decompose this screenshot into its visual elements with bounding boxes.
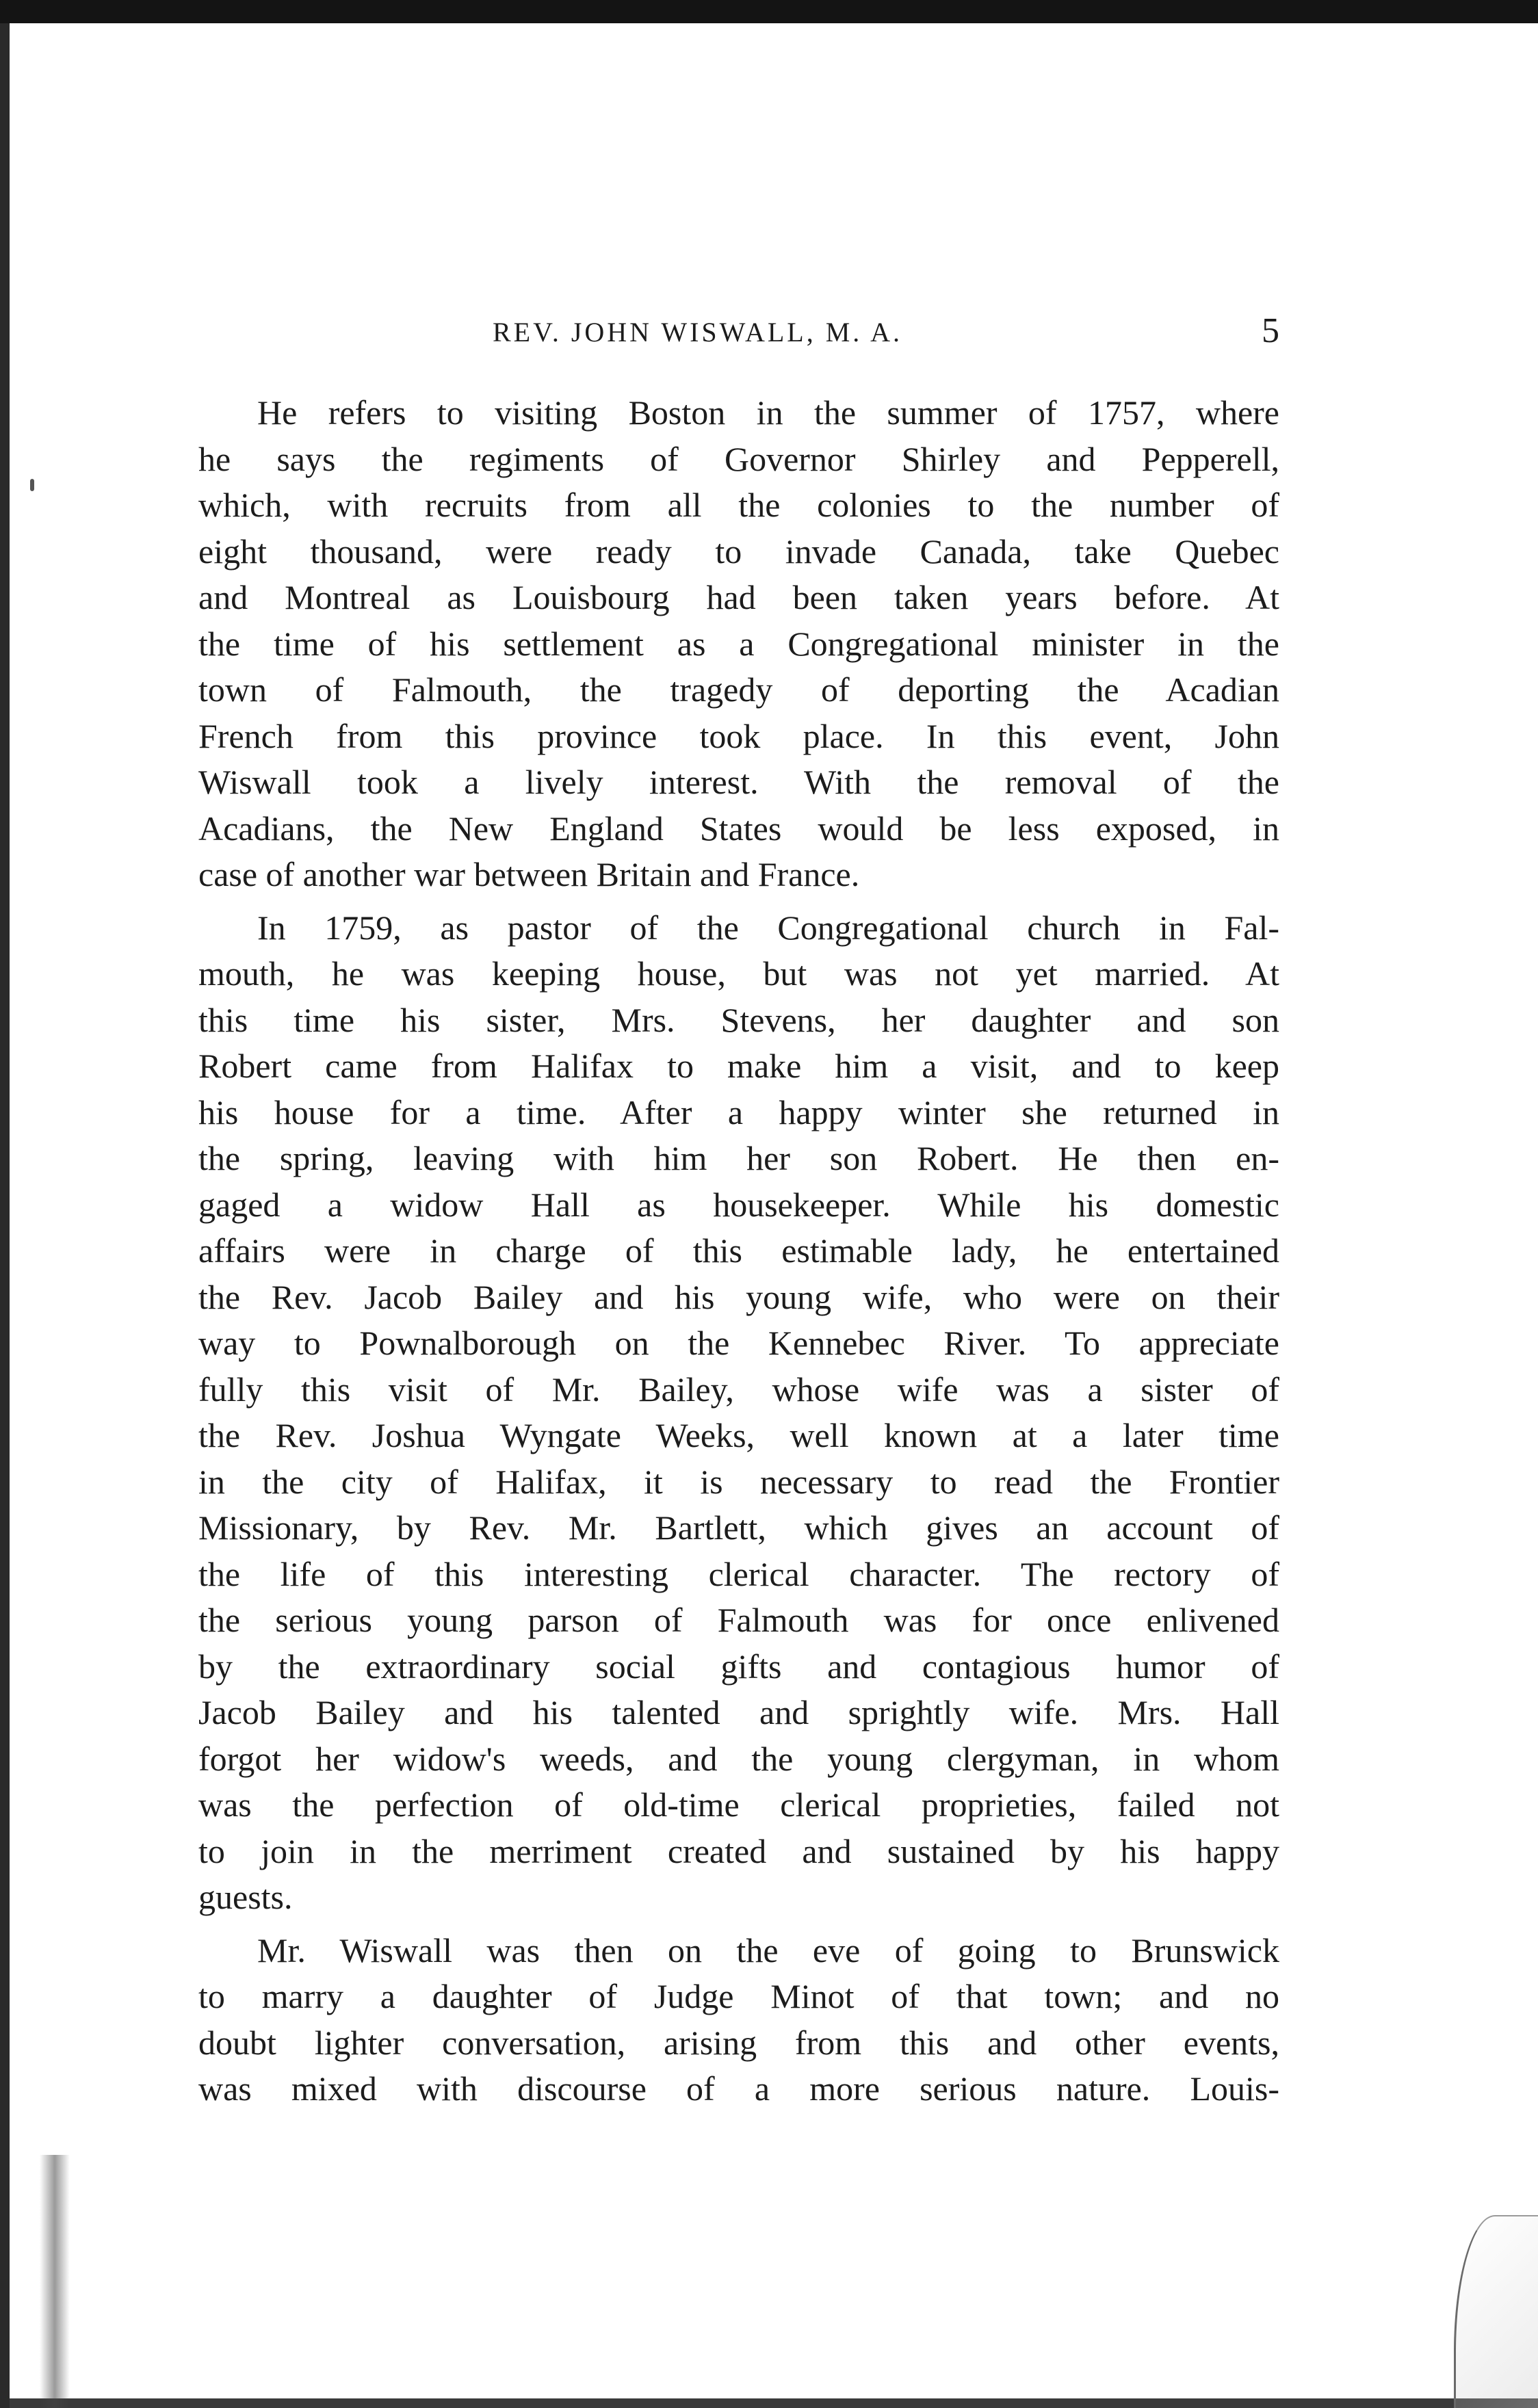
text-line: Acadians, the New England States would be less exposed, in <box>198 809 1279 848</box>
scan-bottom-border <box>10 2398 1538 2408</box>
text-line: gaged a widow Hall as housekeeper. While his domestic <box>198 1185 1279 1224</box>
text-line: he says the regiments of Governor Shirley and Pepperell, <box>198 439 1279 478</box>
text-line: Mr. Wiswall was then on the eve of going to Brunswick <box>257 1931 1279 1969</box>
text-line: forgot her widow's weeds, and the young clergyman, in whom <box>198 1739 1279 1778</box>
text-line: guests. <box>198 1878 293 1916</box>
text-line: He refers to visiting Boston in the summer of 1757, where <box>257 393 1279 432</box>
text-line: Missionary, by Rev. Mr. Bartlett, which gives an account of <box>198 1508 1279 1547</box>
text-line: and Montreal as Louisbourg had been taken years before. At <box>198 578 1279 616</box>
text-line: Robert came from Halifax to make him a visit, and to keep <box>198 1047 1279 1085</box>
text-line: to join in the merriment created and sustained by his happy <box>198 1831 1279 1870</box>
text-line: the time of his settlement as a Congregational minister in the <box>198 624 1279 663</box>
page-number: 5 <box>1262 311 1279 350</box>
text-line: eight thousand, were ready to invade Canada, take Quebec <box>198 532 1279 571</box>
text-line: to marry a daughter of Judge Minot of that town; and no <box>198 1977 1279 2015</box>
text-line: the serious young parson of Falmouth was for once enlivened <box>198 1601 1279 1639</box>
running-title: REV. JOHN WISWALL, M. A. <box>493 317 902 348</box>
text-line: the spring, leaving with him her son Robert. He then en- <box>198 1139 1279 1177</box>
text-line: case of another war between Britain and France. <box>198 855 860 893</box>
margin-speck <box>30 479 34 491</box>
text-line: Wiswall took a lively interest. With the removal of the <box>198 763 1279 801</box>
body-text <box>198 390 1279 2112</box>
text-line: fully this visit of Mr. Bailey, whose wife was a sister of <box>198 1370 1279 1409</box>
text-line: his house for a time. After a happy winter she returned in <box>198 1092 1279 1131</box>
text-line: by the extraordinary social gifts and contagious humor of <box>198 1647 1279 1686</box>
text-line: which, with recruits from all the colonies to the number of <box>198 486 1279 524</box>
text-line: was mixed with discourse of a more serious nature. Louis- <box>198 2069 1279 2108</box>
text-line: this time his sister, Mrs. Stevens, her daughter and son <box>198 1000 1279 1039</box>
text-line: affairs were in charge of this estimable lady, he entertained <box>198 1231 1279 1270</box>
text-line: mouth, he was keeping house, but was not yet married. At <box>198 954 1279 993</box>
running-head <box>198 311 1279 358</box>
text-line: the Rev. Jacob Bailey and his young wife, who were on their <box>198 1277 1279 1316</box>
text-line: was the perfection of old-time clerical proprieties, failed not <box>198 1785 1279 1824</box>
text-line: In 1759, as pastor of the Congregational church in Fal- <box>257 908 1279 947</box>
text-line: way to Pownalborough on the Kennebec River. To appreciate <box>198 1324 1279 1362</box>
page-edge-shadow <box>40 2155 70 2408</box>
text-line: the life of this interesting clerical character. The rectory of <box>198 1554 1279 1593</box>
text-line: in the city of Halifax, it is necessary to read the Frontier <box>198 1462 1279 1501</box>
text-line: town of Falmouth, the tragedy of deporting the Acadian <box>198 670 1279 709</box>
text-line: Jacob Bailey and his talented and sprightly wife. Mrs. Hall <box>198 1693 1279 1731</box>
scan-top-border <box>0 0 1538 23</box>
text-line: French from this province took place. In this event, John <box>198 716 1279 755</box>
text-line: the Rev. Joshua Wyngate Weeks, well known at a later time <box>198 1416 1279 1454</box>
text-line: doubt lighter conversation, arising from this and other events, <box>198 2023 1279 2062</box>
page-corner-curl <box>1454 2215 1538 2408</box>
scan-left-border <box>0 23 10 2408</box>
